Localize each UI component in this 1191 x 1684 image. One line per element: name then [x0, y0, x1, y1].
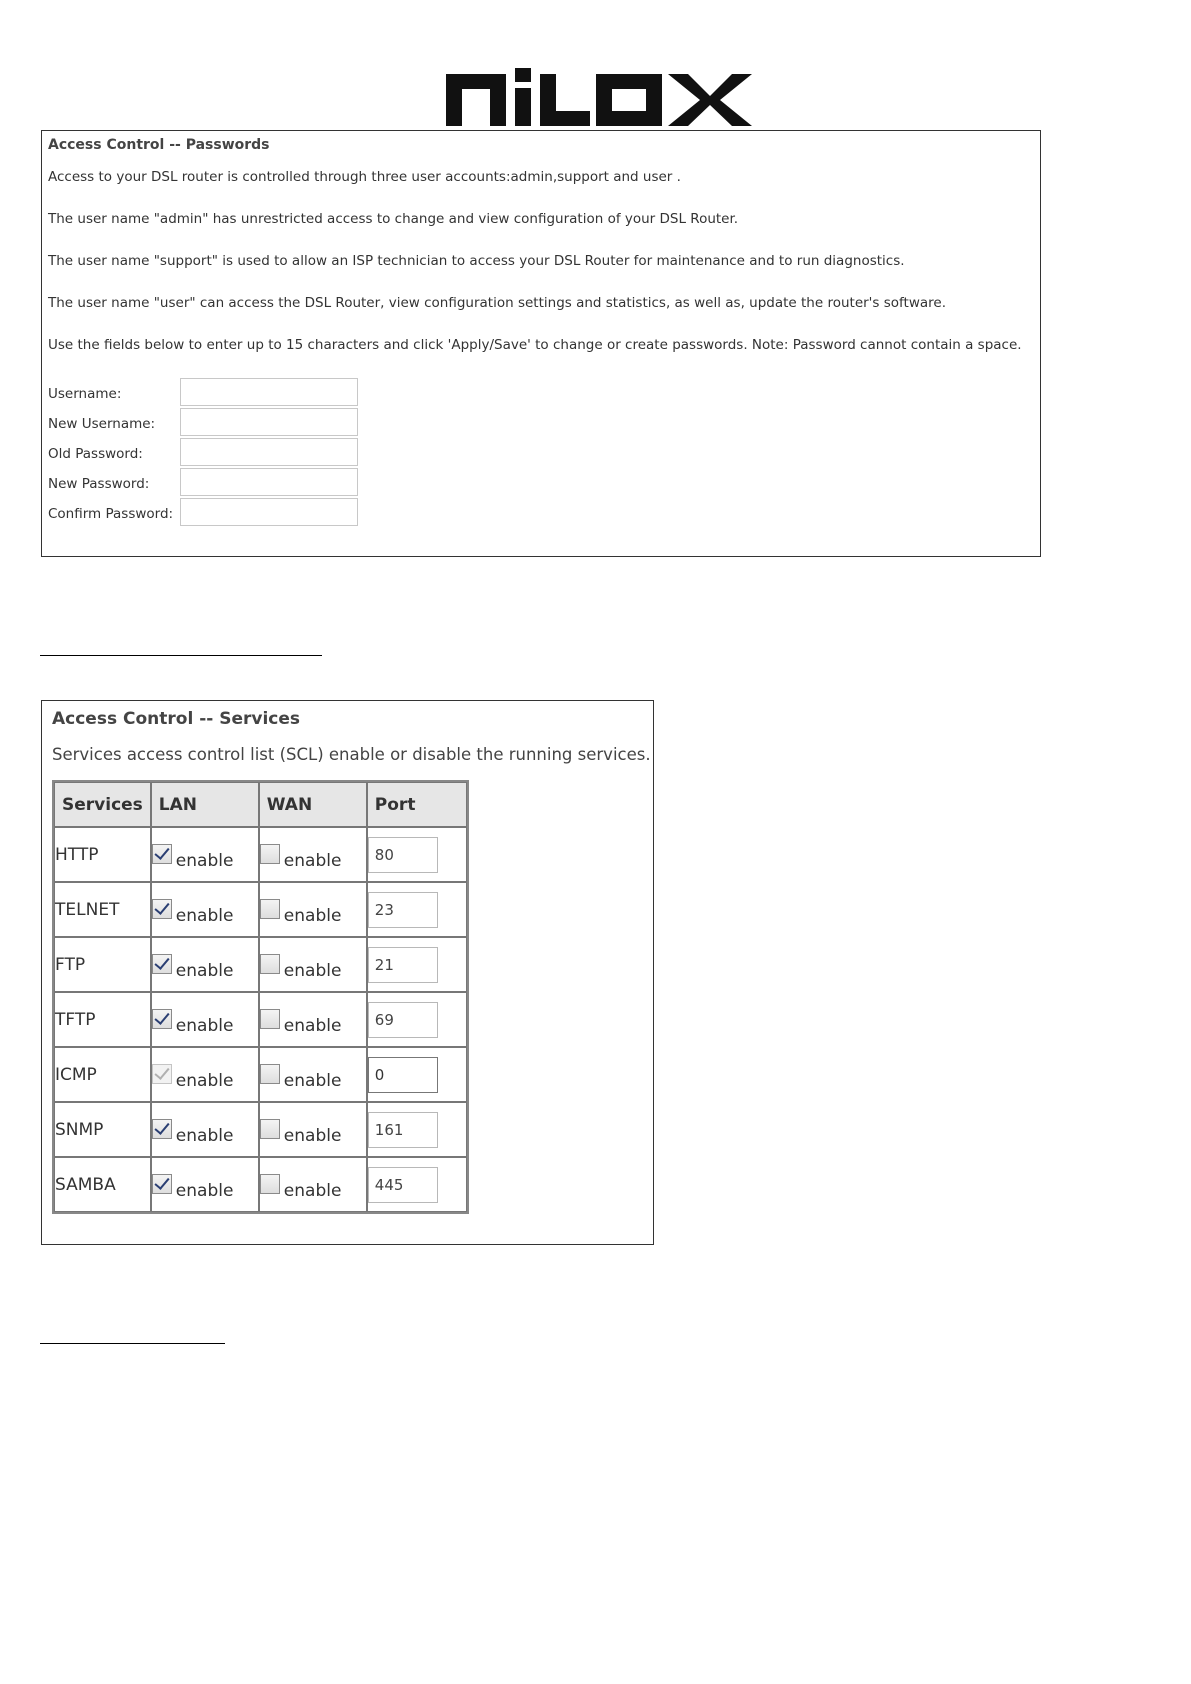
username-row	[48, 378, 1034, 408]
port-input-samba[interactable]	[368, 1167, 438, 1203]
services-title: Access Control -- Services	[52, 709, 301, 729]
service-name-telnet: TELNET	[54, 882, 151, 937]
wan-enable-label: enable	[283, 905, 342, 926]
wan-cell-snmp	[259, 1102, 367, 1157]
column-header-services: Services	[54, 782, 151, 827]
column-header-lan: LAN	[151, 782, 259, 827]
lan-enable-checkbox-telnet[interactable]	[152, 899, 172, 919]
username-input[interactable]	[180, 378, 358, 406]
services-table-header	[54, 782, 467, 827]
wan-cell-http	[259, 827, 367, 882]
passwords-title: Access Control -- Passwords	[48, 137, 270, 153]
wan-enable-label: enable	[283, 1015, 342, 1036]
lan-enable-checkbox-ftp[interactable]	[152, 954, 172, 974]
lan-enable-label: enable	[175, 960, 234, 981]
old-password-row	[48, 438, 1034, 468]
password-instructions-text: Use the fields below to enter up to 15 characters and click 'Apply/Save' to change or create passwords. Note: Password cannot contain a space.	[48, 337, 1022, 353]
wan-enable-checkbox-samba[interactable]	[260, 1174, 280, 1194]
service-name-tftp: TFTP	[54, 992, 151, 1047]
service-name-snmp: SNMP	[54, 1102, 151, 1157]
lan-enable-label: enable	[175, 1180, 234, 1201]
wan-enable-checkbox-http[interactable]	[260, 844, 280, 864]
port-cell-telnet	[367, 882, 467, 937]
column-header-wan: WAN	[259, 782, 367, 827]
new-username-row	[48, 408, 1034, 438]
wan-enable-checkbox-tftp[interactable]	[260, 1009, 280, 1029]
username-label: Username:	[48, 386, 122, 402]
lan-cell-tftp	[151, 992, 259, 1047]
old-password-input[interactable]	[180, 438, 358, 466]
new-password-row	[48, 468, 1034, 498]
lan-enable-label: enable	[175, 905, 234, 926]
services-table	[52, 780, 469, 1214]
wan-enable-checkbox-snmp[interactable]	[260, 1119, 280, 1139]
service-name-ftp: FTP	[54, 937, 151, 992]
admin-account-text: The user name "admin" has unrestricted access to change and view configuration of your DSL Router.	[48, 211, 739, 227]
lan-enable-checkbox-http[interactable]	[152, 844, 172, 864]
port-cell-snmp	[367, 1102, 467, 1157]
confirm-password-label: Confirm Password:	[48, 506, 174, 522]
lan-cell-ftp	[151, 937, 259, 992]
table-row	[54, 827, 467, 882]
table-row	[54, 992, 467, 1047]
old-password-label: Old Password:	[48, 446, 143, 462]
port-cell-samba	[367, 1157, 467, 1212]
lan-cell-http	[151, 827, 259, 882]
table-row	[54, 882, 467, 937]
wan-enable-checkbox-icmp[interactable]	[260, 1064, 280, 1084]
lan-enable-label: enable	[175, 850, 234, 871]
wan-enable-label: enable	[283, 1180, 342, 1201]
new-username-label: New Username:	[48, 416, 156, 432]
port-input-http[interactable]	[368, 837, 438, 873]
table-row	[54, 1102, 467, 1157]
wan-cell-telnet	[259, 882, 367, 937]
wan-cell-ftp	[259, 937, 367, 992]
user-account-text: The user name "user" can access the DSL Router, view configuration settings and statistics, as well as, update the router's software.	[48, 295, 946, 311]
passwords-intro-text: Access to your DSL router is controlled through three user accounts:admin,support and user .	[48, 169, 681, 185]
port-cell-icmp	[367, 1047, 467, 1102]
divider-line	[40, 1343, 225, 1344]
service-name-samba: SAMBA	[54, 1157, 151, 1212]
wan-enable-label: enable	[283, 960, 342, 981]
lan-cell-samba	[151, 1157, 259, 1212]
port-input-ftp[interactable]	[368, 947, 438, 983]
wan-enable-label: enable	[283, 1125, 342, 1146]
wan-enable-checkbox-telnet[interactable]	[260, 899, 280, 919]
wan-enable-checkbox-ftp[interactable]	[260, 954, 280, 974]
wan-cell-tftp	[259, 992, 367, 1047]
port-cell-ftp	[367, 937, 467, 992]
lan-enable-checkbox-icmp	[152, 1064, 172, 1084]
lan-enable-label: enable	[175, 1070, 234, 1091]
services-description: Services access control list (SCL) enable or disable the running services.	[52, 745, 651, 764]
new-username-input[interactable]	[180, 408, 358, 436]
confirm-password-row	[48, 498, 1034, 528]
support-account-text: The user name "support" is used to allow an ISP technician to access your DSL Router for maintenance and to run diagnostics.	[48, 253, 905, 269]
port-input-tftp[interactable]	[368, 1002, 438, 1038]
wan-cell-icmp	[259, 1047, 367, 1102]
wan-enable-label: enable	[283, 850, 342, 871]
lan-cell-telnet	[151, 882, 259, 937]
lan-enable-checkbox-samba[interactable]	[152, 1174, 172, 1194]
table-row	[54, 1047, 467, 1102]
nilox-logo	[446, 68, 756, 130]
divider-line	[40, 655, 322, 656]
services-panel	[41, 700, 654, 1245]
new-password-input[interactable]	[180, 468, 358, 496]
column-header-port: Port	[367, 782, 467, 827]
wan-enable-label: enable	[283, 1070, 342, 1091]
port-input-telnet[interactable]	[368, 892, 438, 928]
port-input-icmp[interactable]	[368, 1057, 438, 1093]
lan-enable-label: enable	[175, 1125, 234, 1146]
table-row	[54, 1157, 467, 1212]
port-cell-http	[367, 827, 467, 882]
lan-cell-snmp	[151, 1102, 259, 1157]
password-form	[48, 378, 1034, 528]
lan-enable-checkbox-tftp[interactable]	[152, 1009, 172, 1029]
new-password-label: New Password:	[48, 476, 150, 492]
services-table-body	[54, 827, 467, 1212]
service-name-icmp: ICMP	[54, 1047, 151, 1102]
confirm-password-input[interactable]	[180, 498, 358, 526]
port-cell-tftp	[367, 992, 467, 1047]
table-row	[54, 937, 467, 992]
passwords-panel	[41, 130, 1041, 557]
service-name-http: HTTP	[54, 827, 151, 882]
wan-cell-samba	[259, 1157, 367, 1212]
lan-enable-label: enable	[175, 1015, 234, 1036]
lan-enable-checkbox-snmp[interactable]	[152, 1119, 172, 1139]
lan-cell-icmp	[151, 1047, 259, 1102]
port-input-snmp[interactable]	[368, 1112, 438, 1148]
